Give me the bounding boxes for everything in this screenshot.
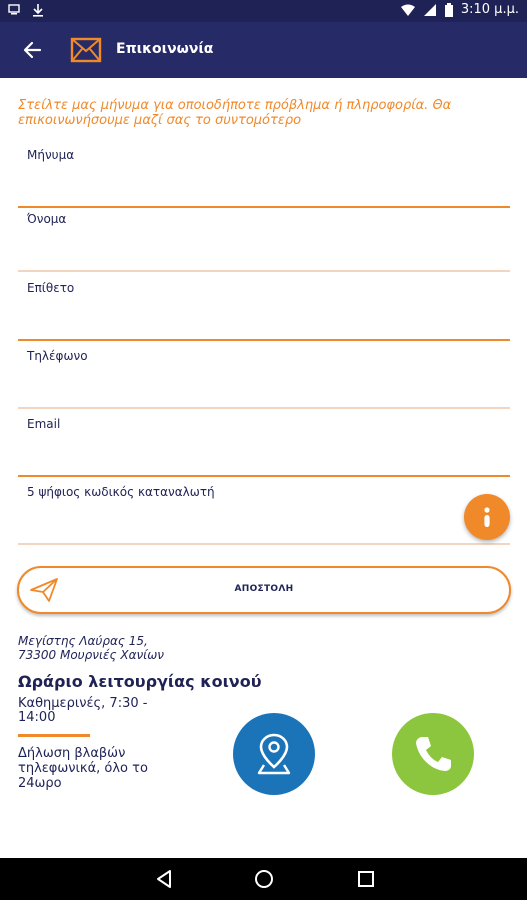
more-vertical-icon (464, 494, 510, 540)
consumer-code-label: 5 ψήφιος κωδικός καταναλωτή (27, 485, 215, 499)
battery-level-icon (445, 3, 453, 17)
address-line1: Μεγίστης Λαύρας 15, (18, 634, 148, 648)
name-field[interactable] (18, 212, 510, 272)
send-button[interactable] (17, 566, 511, 614)
nav-home-icon[interactable] (252, 867, 276, 891)
nav-recents-icon[interactable] (354, 867, 378, 891)
email-label: Email (27, 417, 61, 431)
phone-label: Τηλέφωνο (27, 349, 88, 363)
download-icon (32, 3, 44, 17)
surname-label: Επίθετο (27, 281, 75, 295)
location-button[interactable] (233, 713, 315, 795)
back-arrow-icon[interactable] (20, 37, 46, 63)
faults-text: Δήλωση βλαβών τηλεφωνικά, όλο το 24ωρο (18, 746, 148, 791)
consumer-code-field[interactable] (18, 485, 510, 545)
divider (18, 734, 90, 737)
hours-title: Ωράριο λειτουργίας κοινού (18, 672, 262, 691)
envelope-icon (70, 36, 102, 64)
address (18, 634, 164, 662)
address-line2: 73300 Μουρνιές Χανίων (18, 648, 164, 662)
app-bar (0, 22, 527, 78)
call-button[interactable] (392, 713, 474, 795)
email-field[interactable] (18, 417, 510, 477)
status-time: 3:10 μ.μ. (460, 2, 519, 17)
intro-text: Στείλτε μας μήνυμα για οποιοδήποτε πρόβλημα ή πληροφορία. Θα επικοινωνήσουμε μαζί σας το συντομότερο (18, 98, 452, 128)
message-field[interactable] (18, 148, 510, 208)
send-label: ΑΠΟΣΤΟΛΗ (234, 584, 294, 594)
battery-icon (423, 3, 437, 17)
phone-field[interactable] (18, 349, 510, 409)
phone-icon (392, 713, 474, 795)
location-pin-icon (233, 713, 315, 795)
hours-text: Καθημερινές, 7:30 - 14:00 (18, 696, 148, 725)
wifi-icon (401, 4, 415, 16)
more-options-button[interactable] (464, 494, 510, 540)
nav-back-icon[interactable] (152, 867, 176, 891)
message-label: Μήνυμα (27, 148, 75, 162)
navigation-bar (0, 858, 527, 900)
status-bar (0, 0, 527, 22)
page-title: Επικοινωνία (116, 41, 214, 57)
surname-field[interactable] (18, 281, 510, 341)
name-label: Όνομα (27, 212, 67, 226)
screen-icon (8, 3, 20, 15)
